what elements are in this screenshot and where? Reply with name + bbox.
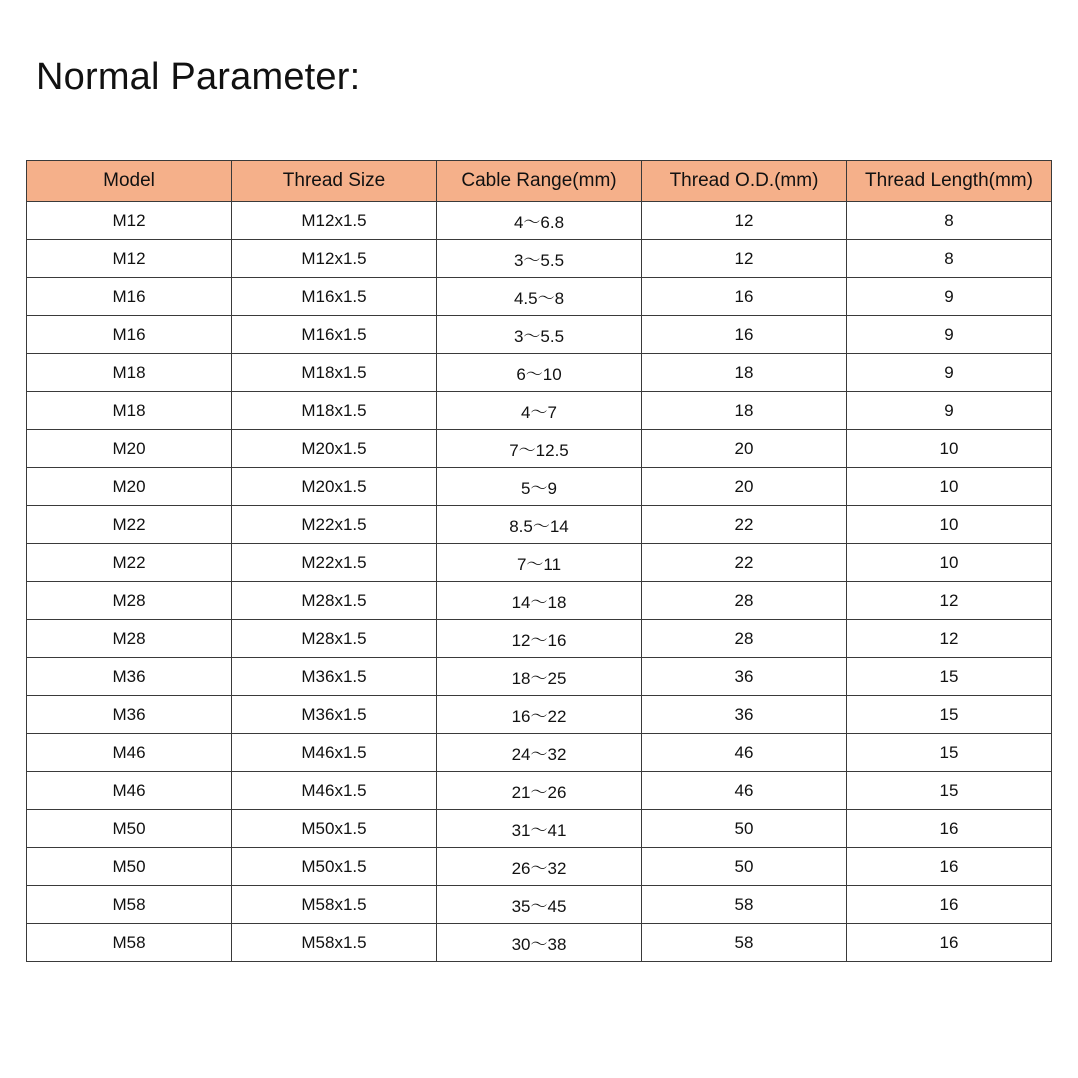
cell-thread-size: M12x1.5 [232, 202, 437, 240]
cell-cable-range: 31～41 [437, 810, 642, 848]
table-row [27, 696, 1052, 734]
cell-thread-od: 16 [642, 316, 847, 354]
table-row [27, 886, 1052, 924]
cell-model: M12 [27, 202, 232, 240]
cell-model: M46 [27, 772, 232, 810]
cell-model: M16 [27, 316, 232, 354]
cell-cable-range: 8.5～14 [437, 506, 642, 544]
cell-thread-size: M46x1.5 [232, 772, 437, 810]
parameter-table [26, 160, 1052, 962]
cell-model: M16 [27, 278, 232, 316]
cell-thread-length: 16 [847, 886, 1052, 924]
cell-model: M58 [27, 886, 232, 924]
table-row [27, 734, 1052, 772]
cell-cable-range: 24～32 [437, 734, 642, 772]
cell-thread-length: 10 [847, 468, 1052, 506]
cell-thread-length: 10 [847, 506, 1052, 544]
cell-thread-od: 50 [642, 810, 847, 848]
cell-model: M20 [27, 468, 232, 506]
cell-model: M50 [27, 848, 232, 886]
cell-thread-size: M58x1.5 [232, 924, 437, 962]
cell-cable-range: 21～26 [437, 772, 642, 810]
cell-thread-size: M18x1.5 [232, 392, 437, 430]
table-row [27, 392, 1052, 430]
cell-thread-size: M20x1.5 [232, 468, 437, 506]
cell-thread-size: M20x1.5 [232, 430, 437, 468]
table-row [27, 240, 1052, 278]
table-row [27, 924, 1052, 962]
cell-cable-range: 14～18 [437, 582, 642, 620]
cell-thread-od: 16 [642, 278, 847, 316]
cell-thread-od: 12 [642, 202, 847, 240]
header-thread-size: Thread Size [232, 161, 437, 202]
cell-thread-od: 46 [642, 772, 847, 810]
cell-thread-length: 15 [847, 658, 1052, 696]
cell-thread-length: 9 [847, 316, 1052, 354]
cell-thread-length: 15 [847, 772, 1052, 810]
cell-thread-od: 28 [642, 582, 847, 620]
cell-thread-od: 20 [642, 468, 847, 506]
cell-thread-length: 8 [847, 202, 1052, 240]
cell-thread-size: M22x1.5 [232, 544, 437, 582]
table-row [27, 544, 1052, 582]
cell-thread-od: 12 [642, 240, 847, 278]
cell-thread-size: M22x1.5 [232, 506, 437, 544]
cell-thread-od: 28 [642, 620, 847, 658]
cell-thread-size: M28x1.5 [232, 620, 437, 658]
cell-thread-length: 16 [847, 848, 1052, 886]
table-row [27, 430, 1052, 468]
cell-thread-od: 22 [642, 544, 847, 582]
table-row [27, 202, 1052, 240]
cell-cable-range: 7～11 [437, 544, 642, 582]
cell-cable-range: 16～22 [437, 696, 642, 734]
cell-thread-size: M16x1.5 [232, 278, 437, 316]
cell-thread-length: 12 [847, 620, 1052, 658]
header-cable-range: Cable Range(mm) [437, 161, 642, 202]
cell-thread-od: 36 [642, 696, 847, 734]
cell-thread-od: 18 [642, 354, 847, 392]
cell-thread-length: 10 [847, 544, 1052, 582]
cell-thread-length: 15 [847, 696, 1052, 734]
cell-cable-range: 4.5～8 [437, 278, 642, 316]
table-row [27, 468, 1052, 506]
cell-cable-range: 4～6.8 [437, 202, 642, 240]
cell-thread-length: 15 [847, 734, 1052, 772]
cell-thread-length: 10 [847, 430, 1052, 468]
table-header [27, 161, 1052, 202]
cell-cable-range: 3～5.5 [437, 316, 642, 354]
header-thread-od: Thread O.D.(mm) [642, 161, 847, 202]
cell-model: M20 [27, 430, 232, 468]
cell-cable-range: 30～38 [437, 924, 642, 962]
cell-cable-range: 4～7 [437, 392, 642, 430]
cell-cable-range: 3～5.5 [437, 240, 642, 278]
cell-model: M18 [27, 392, 232, 430]
cell-model: M46 [27, 734, 232, 772]
cell-model: M58 [27, 924, 232, 962]
table-row [27, 772, 1052, 810]
cell-thread-size: M50x1.5 [232, 810, 437, 848]
table-row [27, 354, 1052, 392]
cell-thread-length: 9 [847, 392, 1052, 430]
cell-thread-od: 22 [642, 506, 847, 544]
cell-thread-length: 12 [847, 582, 1052, 620]
cell-thread-size: M36x1.5 [232, 658, 437, 696]
cell-model: M12 [27, 240, 232, 278]
cell-thread-size: M12x1.5 [232, 240, 437, 278]
cell-model: M36 [27, 658, 232, 696]
cell-thread-size: M50x1.5 [232, 848, 437, 886]
cell-cable-range: 7～12.5 [437, 430, 642, 468]
cell-thread-size: M46x1.5 [232, 734, 437, 772]
cell-thread-od: 20 [642, 430, 847, 468]
cell-thread-od: 58 [642, 924, 847, 962]
table-row [27, 582, 1052, 620]
cell-thread-od: 58 [642, 886, 847, 924]
table-row [27, 620, 1052, 658]
cell-thread-size: M36x1.5 [232, 696, 437, 734]
header-row [27, 161, 1052, 202]
cell-cable-range: 18～25 [437, 658, 642, 696]
table-row [27, 810, 1052, 848]
cell-thread-od: 36 [642, 658, 847, 696]
cell-model: M36 [27, 696, 232, 734]
table-row [27, 278, 1052, 316]
cell-cable-range: 12～16 [437, 620, 642, 658]
table-row [27, 506, 1052, 544]
cell-model: M22 [27, 544, 232, 582]
cell-thread-size: M18x1.5 [232, 354, 437, 392]
cell-thread-od: 50 [642, 848, 847, 886]
cell-thread-length: 16 [847, 924, 1052, 962]
cell-thread-length: 9 [847, 354, 1052, 392]
cell-cable-range: 6～10 [437, 354, 642, 392]
page-title: Normal Parameter: [36, 56, 361, 98]
table-row [27, 848, 1052, 886]
cell-thread-size: M28x1.5 [232, 582, 437, 620]
cell-cable-range: 35～45 [437, 886, 642, 924]
cell-thread-size: M58x1.5 [232, 886, 437, 924]
cell-model: M22 [27, 506, 232, 544]
table-row [27, 316, 1052, 354]
cell-thread-size: M16x1.5 [232, 316, 437, 354]
cell-thread-length: 8 [847, 240, 1052, 278]
cell-thread-length: 16 [847, 810, 1052, 848]
table-row [27, 658, 1052, 696]
cell-cable-range: 5～9 [437, 468, 642, 506]
cell-thread-od: 46 [642, 734, 847, 772]
table-body [27, 202, 1052, 962]
cell-model: M28 [27, 620, 232, 658]
cell-model: M50 [27, 810, 232, 848]
header-thread-length: Thread Length(mm) [847, 161, 1052, 202]
cell-model: M18 [27, 354, 232, 392]
cell-thread-length: 9 [847, 278, 1052, 316]
cell-thread-od: 18 [642, 392, 847, 430]
cell-model: M28 [27, 582, 232, 620]
header-model: Model [27, 161, 232, 202]
cell-cable-range: 26～32 [437, 848, 642, 886]
